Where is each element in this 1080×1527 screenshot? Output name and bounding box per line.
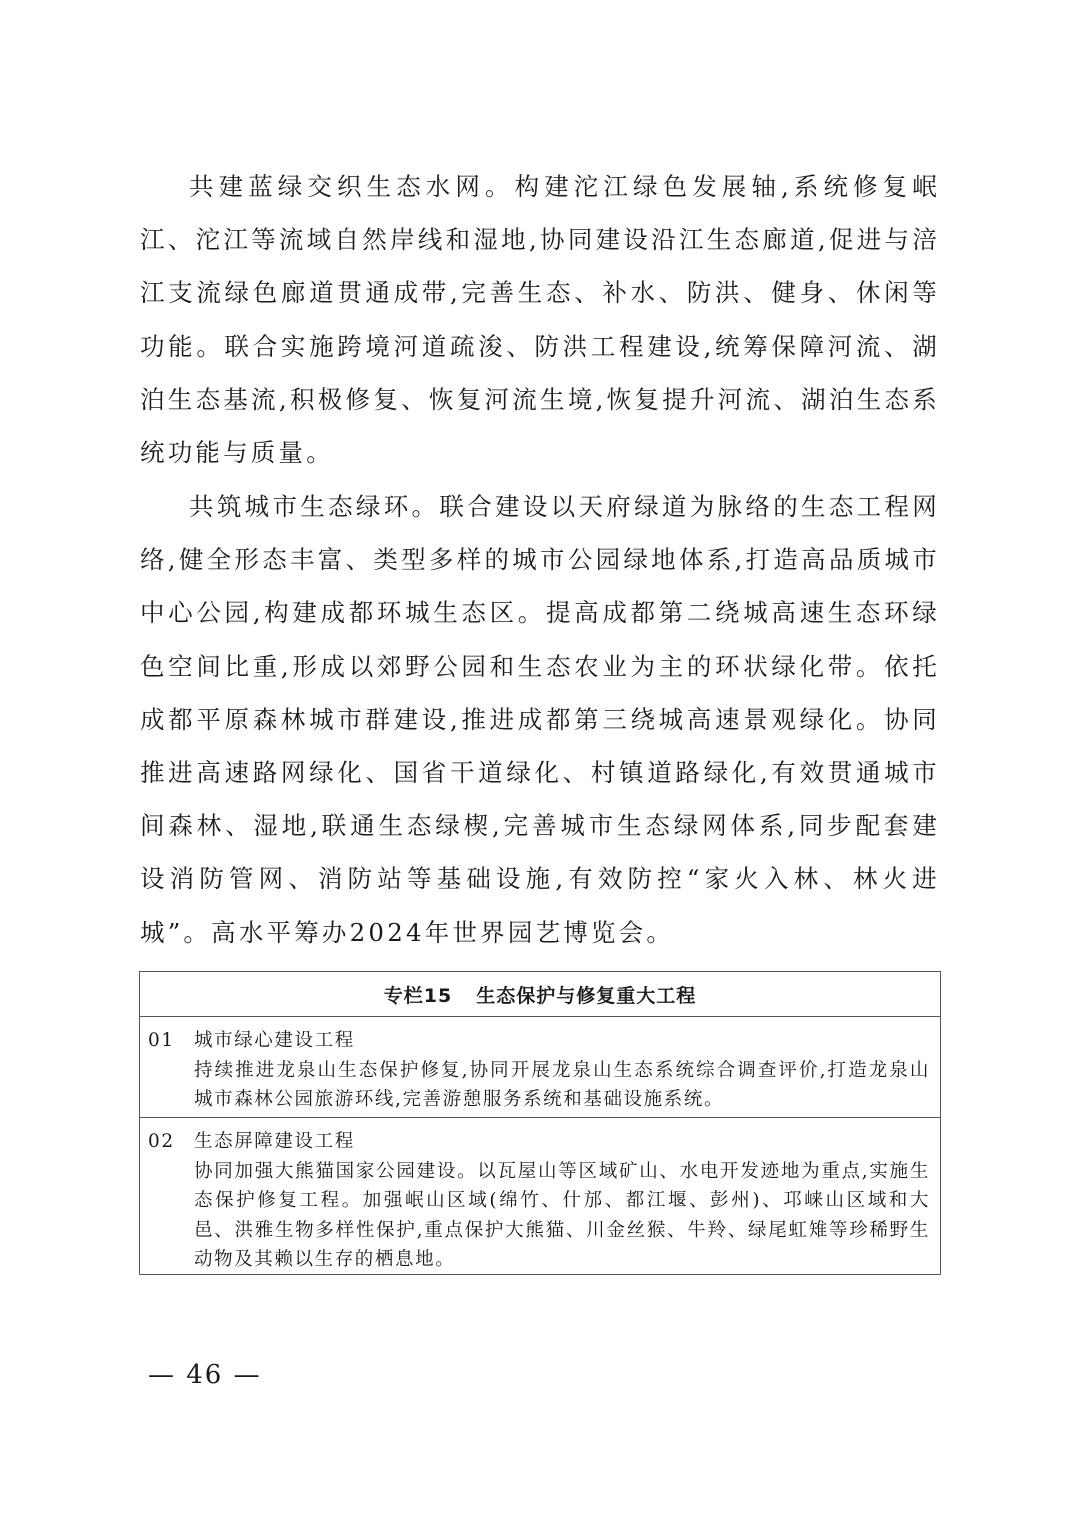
- feature-box-item: [140, 1017, 940, 1118]
- feature-box-title: [140, 972, 940, 1017]
- body-paragraph-water-network: 共建蓝绿交织生态水网。构建沱江绿色发展轴,系统修复岷江、沱江等流域自然岸线和湿地,协同建设沿江生态廊道,促进与涪江支流绿色廊道贯通成带,完善生态、补水、防洪、健身、休闲等功能。联合实施跨境河道疏浚、防洪工程建设,统筹保障河流、湖泊生态基流,积极修复、恢复河流生境,恢复提升河流、湖泊生态系统功能与质量。: [140, 172, 940, 468]
- feature-box: [139, 971, 941, 1275]
- item-body: 协同加强大熊猫国家公园建设。以瓦屋山等区域矿山、水电开发迹地为重点,实施生态保护修复工程。加强岷山区域(绵竹、什邡、都江堰、彭州)、邛崃山区域和大邑、洪雅生物多样性保护,重点保护大熊猫、川金丝猴、牛羚、绿尾虹雉等珍稀野生动物及其赖以生存的栖息地。: [194, 1160, 930, 1270]
- item-number: 02: [148, 1131, 175, 1152]
- feature-box-heading: 生态保护与修复重大工程: [476, 984, 697, 1007]
- body-paragraph-green-ring: 共筑城市生态绿环。联合建设以天府绿道为脉络的生态工程网络,健全形态丰富、类型多样的城市公园绿地体系,打造高品质城市中心公园,构建成都环城生态区。提高成都第二绕城高速生态环绿色空间比重,形成以郊野公园和生态农业为主的环状绿化带。依托成都平原森林城市群建设,推进成都第三绕城高速景观绿化。协同推进高速路网绿化、国省干道绿化、村镇道路绿化,有效贯通城市间森林、湿地,联通生态绿楔,完善城市生态绿网体系,同步配套建设消防管网、消防站等基础设施,有效防控“家火入林、林火进城”。高水平筹办2024年世界园艺博览会。: [140, 492, 940, 947]
- item-heading: 城市绿心建设工程: [194, 1030, 355, 1051]
- feature-box-item: [140, 1118, 940, 1275]
- item-heading: 生态屏障建设工程: [194, 1131, 355, 1152]
- page-number: — 46 —: [148, 1360, 262, 1390]
- item-body: 持续推进龙泉山生态保护修复,协同开展龙泉山生态系统综合调查评价,打造龙泉山城市森林公园旅游环线,完善游憩服务系统和基础设施系统。: [194, 1059, 930, 1110]
- item-number: 01: [148, 1030, 175, 1051]
- feature-box-label: 专栏15: [383, 984, 453, 1007]
